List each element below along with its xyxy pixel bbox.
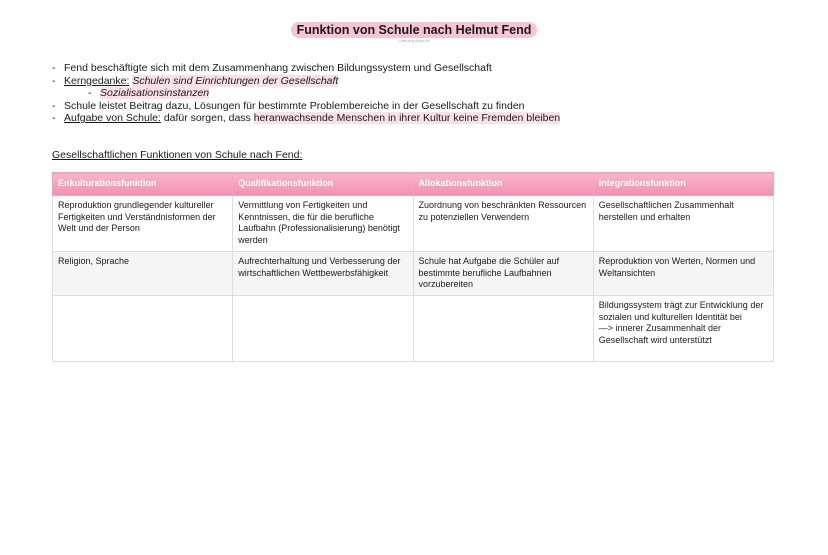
header-qualifikation: Qualifikationsfunktion xyxy=(233,173,413,196)
aufgabe-text-highlight: heranwachsende Menschen in ihrer Kultur keine Fremden bleiben xyxy=(253,112,561,125)
kerngedanke-text: Schulen sind Einrichtungen der Gesellschaft xyxy=(132,74,339,87)
table-cell: Schule hat Aufgabe die Schüler auf bestimmte berufliche Laufbahnen vorzubereiten xyxy=(413,252,593,296)
title-wrapper xyxy=(0,21,828,39)
bullet-sozialisation xyxy=(52,87,560,100)
page-subtitle: Learning Apps.de xyxy=(398,38,430,43)
table-cell: Vermittlung von Fertigkeiten und Kenntnissen, die für die berufliche Laufbahn (Professionalisierung) benötigt werden xyxy=(233,196,413,252)
bullet-kerngedanke xyxy=(52,75,560,88)
table-cell xyxy=(53,296,233,362)
table-header-row xyxy=(53,173,774,196)
kerngedanke-label: Kerngedanke: xyxy=(64,74,130,87)
bullet-beitrag-text: Schule leistet Beitrag dazu, Lösungen für bestimmte Problembereiche in der Gesellschaft zu finden xyxy=(64,99,525,112)
bullet-beitrag xyxy=(52,100,560,113)
aufgabe-text-plain: dafür sorgen, dass xyxy=(163,112,251,125)
table-cell xyxy=(413,296,593,362)
bullet-aufgabe xyxy=(52,112,560,125)
header-allokation: Allokationsfunktion xyxy=(413,173,593,196)
bullet-fend-text: Fend beschäftigte sich mit dem Zusammenhang zwischen Bildungssystem und Gesellschaft xyxy=(64,62,492,74)
table-row xyxy=(53,296,774,362)
table-row xyxy=(53,252,774,296)
bullet-dash: - xyxy=(52,112,56,125)
table-cell: Reproduktion grundlegender kultureller Fertigkeiten und Verständnisformen der Welt und der Person xyxy=(53,196,233,252)
section-heading: Gesellschaftlichen Funktionen von Schule nach Fend: xyxy=(52,149,303,161)
bullet-dash: - xyxy=(88,87,92,100)
table-row xyxy=(53,196,774,252)
table-cell-integration-identity xyxy=(593,296,773,362)
page-title: Funktion von Schule nach Helmut Fend xyxy=(291,22,538,38)
header-enkulturation: Enkulturationsfunktion xyxy=(53,173,233,196)
bullet-fend xyxy=(52,62,560,75)
table-cell xyxy=(233,296,413,362)
aufgabe-label: Aufgabe von Schule: xyxy=(64,112,161,125)
table-cell: Gesellschaftlichen Zusammenhalt herstellen und erhalten xyxy=(593,196,773,252)
table-cell: Reproduktion von Werten, Normen und Weltansichten xyxy=(593,252,773,296)
table-cell: Zuordnung von beschränkten Ressourcen zu potenziellen Verwendern xyxy=(413,196,593,252)
bullet-dash: - xyxy=(52,99,56,112)
header-integration: Integrationsfunktion xyxy=(593,173,773,196)
bullet-dash: - xyxy=(52,62,56,74)
sozialisation-text: Sozialisationsinstanzen xyxy=(100,87,210,100)
bullet-list xyxy=(52,62,560,125)
identity-text: Bildungssystem trägt zur Entwicklung der sozialen und kulturellen Identität bei xyxy=(598,300,764,322)
bullet-dash: - xyxy=(52,74,56,87)
table-cell: Aufrechterhaltung und Verbesserung der wirtschaftlichen Wettbewerbsfähigkeit xyxy=(233,252,413,296)
identity-extra-text: —> innerer Zusammenhalt der Gesellschaft wird unterstützt xyxy=(598,323,722,345)
table-cell: Religion, Sprache xyxy=(53,252,233,296)
functions-table xyxy=(52,172,774,362)
